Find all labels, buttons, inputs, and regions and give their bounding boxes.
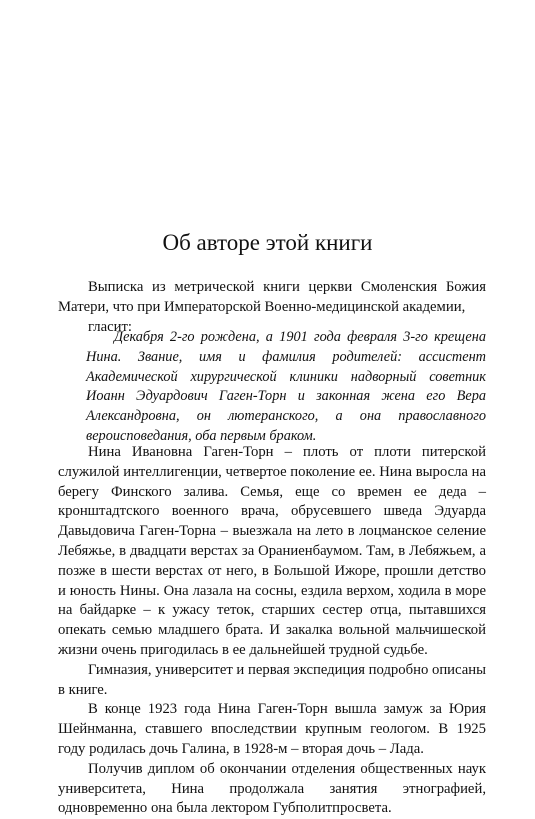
intro-paragraph: Выписка из метрической книги церкви Смоленския Божия Матери, что при Императорской Военно-медицинской академии,	[58, 279, 486, 315]
body-paragraph: Получив диплом об окончании отделения общественных наук университета, Нина продолжала занятия этнографией, одновременно она была лектором Губполитпросвета.	[58, 760, 486, 817]
quote-paragraph: Декабря 2-го рождена, а 1901 года февраля 3-го крещена Нина. Звание, имя и фамилия родителей: ассистент Академической хирургической клиники надворный советник Иоанн Эдуардович Гаген-Торн и законная жена его Вера Александровна, он лютеранского, а она православного вероисповедания, оба первым браком.	[86, 329, 486, 444]
body-paragraph: Нина Ивановна Гаген-Торн – плоть от плоти питерской служилой интеллигенции, четвертое поколение ее. Нина выросла на берегу Финского залива. Семья, еще со времен ее деда – кронштадтского военного врача, обрусевшего шведа Эдуарда Давыдовича Гаген-Торна – выезжала на лето в лоцманское селение Лебяжье, в двадцати верстах за Ораниенбаумом. Там, в Лебяжьем, а позже в шести верстах от него, в Большой Ижоре, прошли детство и юность Нины. Она лазала на сосны, ездила верхом, ходила в море на байдарке – к ужасу теток, старших сестер отца, пытавшихся опекать семью младшего брата. И закалка вольной мальчишеской жизни очень пригодилась в ее дальнейшей трудной судьбе.	[58, 444, 486, 658]
body-paragraph: Гимназия, университет и первая экспедиция подробно описаны в книге.	[58, 661, 486, 698]
intro-label: гласит:	[88, 318, 133, 335]
record-quote	[86, 328, 486, 447]
main-text	[58, 443, 486, 819]
page-title: Об авторе этой книги	[162, 230, 373, 255]
body-paragraph: В конце 1923 года Нина Гаген-Торн вышла замуж за Юрия Шейнманна, ставшего впоследствии крупным геологом. В 1925 году родилась дочь Галина, в 1928-м – вторая дочь – Лада.	[58, 701, 486, 757]
